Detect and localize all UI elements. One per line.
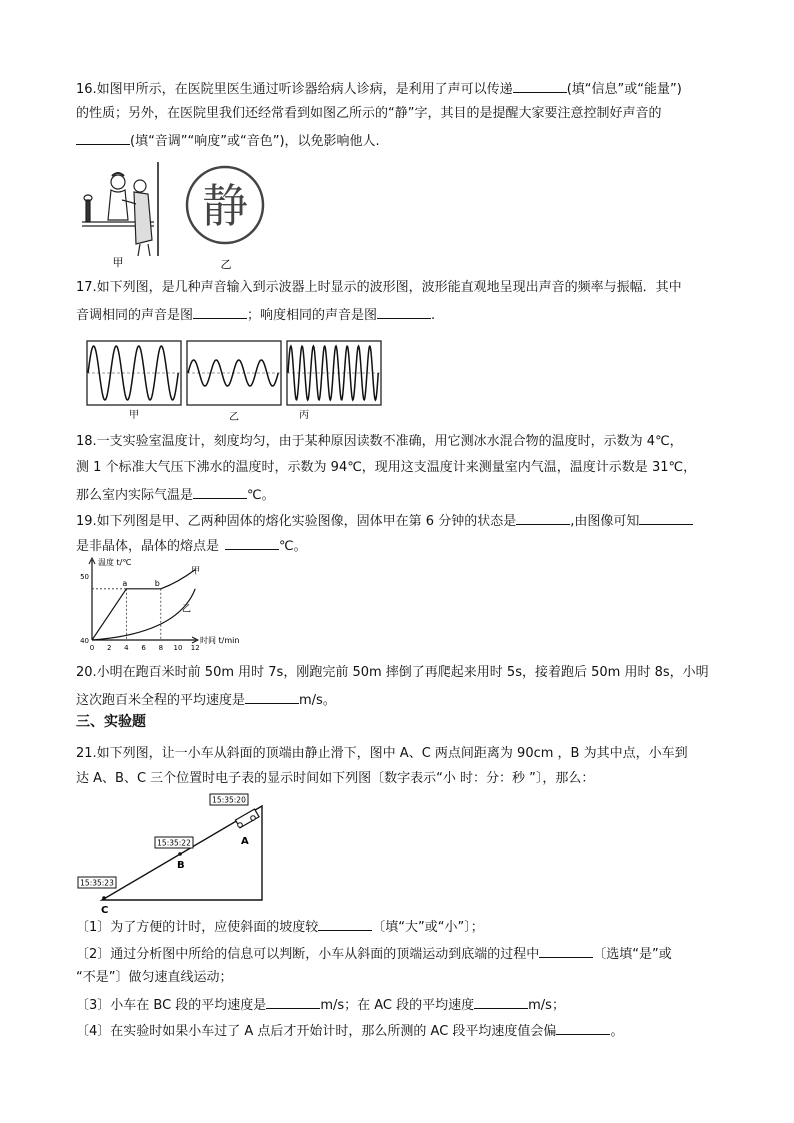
q20-text-b: m/s。 (299, 693, 336, 708)
y-tick-label: 50 (80, 573, 89, 581)
point-a-label: a (122, 578, 128, 588)
fig-label-jia: 甲 (112, 256, 124, 269)
q20-blank[interactable] (245, 689, 299, 704)
clock-a (210, 794, 248, 805)
q21-blank-2[interactable] (539, 943, 593, 958)
q21-blank-1[interactable] (318, 916, 372, 931)
q17-text-b: ；响度相同的声音是图 (247, 308, 378, 323)
q18-line2: 测 1 个标准大气压下沸水的温度时，示数为 94℃，现用这支温度计来测量室内气温，温度计示数是 31℃， (76, 460, 697, 475)
cart (235, 809, 259, 828)
q18-text-b: ℃。 (247, 488, 275, 503)
clock-c-time: 15:35:23 (80, 878, 114, 888)
q21-s2-text-a: 〔2〕通过分析图中所给的信息可以判断，小车从斜面的顶端运动到底端的过程中 (76, 947, 540, 962)
clock-c (78, 877, 116, 888)
x-tick-label: 4 (124, 644, 129, 652)
q21-blank-4[interactable] (474, 994, 528, 1009)
wave-label-bing: 丙 (299, 410, 309, 421)
q17-waveforms (86, 340, 386, 424)
q18-line3 (76, 484, 275, 506)
clock-a-time: 15:35:20 (212, 795, 246, 805)
q21-sub4 (76, 1020, 623, 1042)
wave-label-yi: 乙 (229, 412, 239, 423)
point-c-marker (102, 896, 106, 900)
q21-sub1 (76, 916, 484, 938)
q18-text-a: 那么室内实际气温是 (76, 488, 194, 503)
q19-line2 (76, 535, 307, 557)
q16-line2: 的性质；另外，在医院里我们还经常看到如图乙所示的“静”字，其目的是提醒大家要注意控制好声音的 (76, 106, 662, 121)
waveform-yi (187, 341, 281, 405)
q19-blank-1[interactable] (516, 510, 570, 525)
q19-blank-3[interactable] (225, 535, 279, 550)
q21-blank-3[interactable] (266, 994, 320, 1009)
point-a-label: A (241, 836, 249, 847)
q17-line2 (76, 304, 435, 326)
q17-line1: 17.如下列图，是几种声音输入到示波器上时显示的波形图，波形能直观地呈现出声音的频率与振幅．其中 (76, 280, 682, 295)
q21-s3-text-a: 〔3〕小车在 BC 段的平均速度是 (76, 998, 267, 1013)
waveform-jia (87, 341, 181, 405)
series-jia-label: 甲 (191, 566, 201, 577)
x-tick-label: 8 (158, 644, 164, 652)
q21-line2: 达 A、B、C 三个位置时电子表的显示时间如下列图〔数字表示“小 时：分：秒 ”〕，那么： (76, 771, 595, 786)
q21-s2-text-b: 〔选填“是”或 (593, 947, 672, 962)
wave-label-jia: 甲 (129, 410, 139, 421)
q16-line3 (76, 130, 380, 152)
x-tick-label: 0 (89, 644, 95, 652)
q19-text-c: 是非晶体，晶体的熔点是 (76, 539, 220, 554)
point-b-marker (178, 852, 182, 856)
q18-line1: 18.一支实验室温度计，刻度均匀，由于某种原因读数不准确，用它测冰水混合物的温度时，示数为 4℃， (76, 434, 683, 449)
x-axis-label: 时间 t/min (200, 636, 240, 645)
y-axis-label: 温度 t/℃ (98, 558, 132, 567)
x-tick-label: 6 (141, 644, 146, 652)
q16-blank-1[interactable] (513, 78, 567, 93)
doctor-patient-illustration (82, 162, 158, 256)
point-b-label: B (177, 860, 185, 871)
q19-line1 (76, 510, 693, 532)
q19-text-d: ℃。 (279, 539, 307, 554)
q16-text-a: 16.如图甲所示，在医院里医生通过听诊器给病人诊病，是利用了声可以传递 (76, 82, 513, 97)
series-yi-label: 乙 (182, 604, 192, 615)
q19-blank-2[interactable] (639, 510, 693, 525)
q21-blank-5[interactable] (556, 1020, 610, 1035)
q21-s3-text-b: m/s；在 AC 段的平均速度 (320, 998, 475, 1013)
waveform-bing (287, 341, 381, 405)
point-b-label: b (154, 578, 160, 588)
series-yi-line (92, 589, 195, 640)
q21-sub2 (76, 943, 672, 965)
q21-incline-diagram (76, 792, 276, 916)
q16-line1 (76, 78, 682, 100)
x-tick-label: 10 (173, 644, 183, 652)
q20-line2 (76, 689, 336, 711)
q19-melting-chart (78, 556, 268, 652)
q17-text-c: . (431, 308, 436, 323)
q19-text-b: ,由图像可知 (570, 514, 640, 529)
x-tick-label: 12 (190, 644, 200, 652)
q21-s4-text-b: 。 (610, 1024, 624, 1039)
q16-text-c: (填“音调”“响度”或“音色”)，以免影响他人. (130, 134, 380, 149)
y-tick-label: 40 (80, 637, 89, 645)
point-c-label: C (101, 905, 109, 916)
q17-blank-2[interactable] (377, 304, 431, 319)
q21-s3-text-c: m/s； (528, 998, 565, 1013)
section-title-experiments: 三、实验题 (76, 714, 146, 730)
q17-blank-1[interactable] (193, 304, 247, 319)
q16-figures (78, 160, 278, 270)
q21-sub3 (76, 994, 565, 1016)
clock-b-time: 15:35:22 (157, 838, 191, 848)
q20-text-a: 这次跑百米全程的平均速度是 (76, 693, 246, 708)
clock-b (155, 837, 193, 848)
q16-text-b: (填“信息”或“能量”) (566, 82, 682, 97)
q20-line1: 20.小明在跑百米时前 50m 用时 7s，刚跑完前 50m 摔倒了再爬起来用时 5s，接着跑后 50m 用时 8s，小明 (76, 665, 709, 680)
q21-s4-text-a: 〔4〕在实验时如果小车过了 A 点后才开始计时，那么所测的 AC 段平均速度值会偏 (76, 1024, 557, 1039)
fig-label-yi: 乙 (220, 258, 232, 270)
quiet-sign (187, 167, 263, 243)
q19-text-a: 19.如下列图是甲、乙两种固体的熔化实验图像，固体甲在第 6 分钟的状态是 (76, 514, 517, 529)
sign-char: 静 (202, 179, 248, 233)
q21-s1-text-a: 〔1〕为了方便的计时，应使斜面的坡度较 (76, 920, 319, 935)
q21-s1-text-b: 〔填“大”或“小”〕； (372, 920, 484, 935)
q21-sub2-cont: “不是”〕做匀速直线运动； (76, 970, 233, 985)
q21-line1: 21.如下列图，让一小车从斜面的顶端由静止滑下，图中 A、C 两点间距离为 90cm ，B 为其中点，小车到 (76, 746, 688, 761)
q18-blank[interactable] (193, 484, 247, 499)
q17-text-a: 音调相同的声音是图 (76, 308, 194, 323)
series-jia-line (92, 570, 195, 640)
q16-blank-2[interactable] (76, 130, 130, 145)
x-tick-label: 2 (106, 644, 112, 652)
